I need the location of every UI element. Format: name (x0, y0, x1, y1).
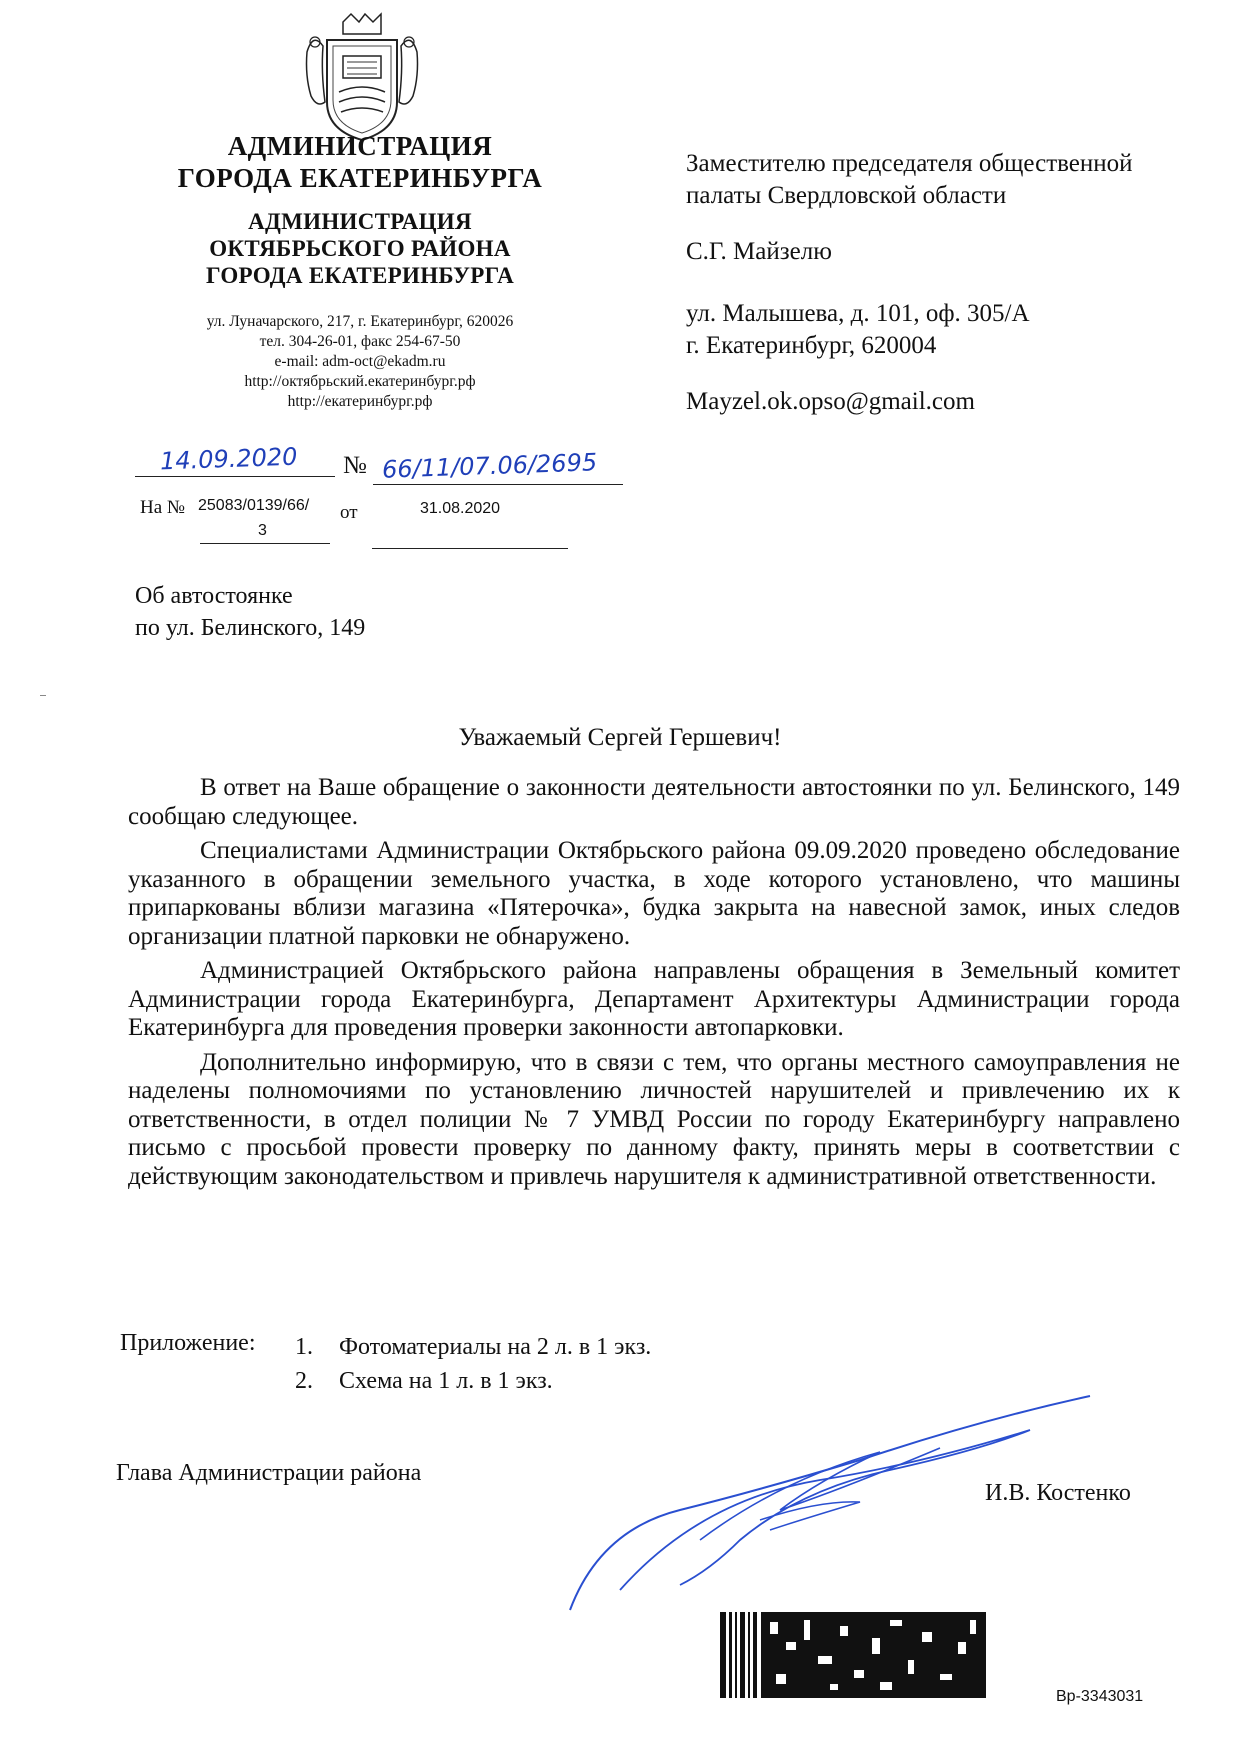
body-paragraph: Дополнительно информирую, что в связи с тем, что органы местного самоуправления не наделены полномочиями по установлению личностей нарушителей и привлечению их к ответственности, в отдел полиции № 7 УМВД России по городу Екатеринбургу направлено письмо с просьбой провести проверку по данному факту, принять меры в соответствии с действующим законодательством и привлечь нарушителя к административной ответственности. (128, 1048, 1180, 1190)
number-underline (373, 484, 623, 485)
barcode-icon (720, 1612, 986, 1698)
attachments-list (295, 1330, 651, 1398)
date-underline (135, 476, 335, 477)
subject (135, 580, 365, 644)
org-address: ул. Луначарского, 217, г. Екатеринбург, 620026 (206, 313, 514, 330)
reply-date-underline (372, 548, 568, 549)
org-email: e-mail: adm-oct@ekadm.ru (274, 353, 446, 370)
org-site-2: http://екатеринбург.рф (287, 393, 433, 410)
dept-line-3: ГОРОДА ЕКАТЕРИНБУРГА (206, 263, 514, 288)
subject-line-2: по ул. Белинского, 149 (135, 615, 366, 641)
coat-of-arms-icon (303, 12, 421, 144)
document-code: Вр-3343031 (1056, 1688, 1144, 1705)
signatory-name: И.В. Костенко (985, 1480, 1131, 1506)
reply-label: На № (140, 497, 186, 518)
org-phone: тел. 304-26-01, факс 254-67-50 (259, 333, 461, 350)
reply-number-underline (200, 543, 330, 544)
attachment-text: Фотоматериалы на 2 л. в 1 экз. (339, 1334, 652, 1360)
org-line-2: ГОРОДА ЕКАТЕРИНБУРГА (177, 163, 543, 193)
attachment-item (295, 1330, 651, 1364)
body-paragraph: Администрацией Октябрьского района направлены обращения в Земельный комитет Администрации города Екатеринбурга, Департамент Архитектуры Администрации города Екатеринбурга для проведения проверки законности автопарковки. (128, 957, 1180, 1041)
recipient-line-1: Заместителю председателя общественной (686, 150, 1133, 177)
recipient-name: С.Г. Майзелю (686, 238, 832, 265)
signatory-title: Глава Администрации района (116, 1460, 422, 1486)
outgoing-date: 14.09.2020 (159, 442, 298, 476)
org-site-1: http://октябрьский.екатеринбург.рф (244, 373, 476, 390)
org-contacts (140, 312, 580, 412)
recipient-line-2: палаты Свердловской области (686, 182, 1007, 209)
subject-line-1: Об автостоянке (135, 583, 293, 609)
reply-number-cont: 3 (258, 522, 267, 539)
number-label: № (343, 452, 367, 479)
org-line-1: АДМИНИСТРАЦИЯ (227, 131, 493, 161)
outgoing-number: 66/11/07.06/2695 (381, 448, 598, 484)
attachment-num: 2. (295, 1368, 313, 1394)
reply-from-label: от (340, 502, 358, 523)
dept-line-2: ОКТЯБРЬСКОГО РАЙОНА (209, 236, 511, 261)
org-name (140, 130, 580, 194)
body-paragraph: Специалистами Администрации Октябрьского района 09.09.2020 проведено обследование указанного в обращении земельного участка, в ходе которого установлено, что машины припаркованы вблизи магазина «Пятерочка», будка закрыта на навесной замок, иных следов организации платной парковки не обнаружено. (128, 837, 1180, 950)
letter-body (128, 774, 1180, 1197)
recipient-email: Mayzel.ok.opso@gmail.com (686, 388, 975, 415)
dept-name (140, 208, 580, 289)
recipient-address-1: ул. Малышева, д. 101, оф. 305/А (686, 300, 1030, 327)
recipient-address-2: г. Екатеринбург, 620004 (686, 332, 937, 359)
recipient-block (686, 148, 1206, 418)
attachment-text: Схема на 1 л. в 1 экз. (339, 1368, 553, 1394)
attachment-num: 1. (295, 1334, 313, 1360)
greeting: Уважаемый Сергей Гершевич! (458, 724, 782, 751)
reply-number: 25083/0139/66/ (198, 497, 310, 514)
dept-line-1: АДМИНИСТРАЦИЯ (248, 209, 472, 234)
body-paragraph: В ответ на Ваше обращение о законности деятельности автостоянки по ул. Белинского, 149 сообщаю следующее. (128, 774, 1180, 830)
reply-date: 31.08.2020 (420, 500, 501, 517)
margin-mark (40, 695, 46, 696)
attachments-label: Приложение: (120, 1330, 256, 1356)
